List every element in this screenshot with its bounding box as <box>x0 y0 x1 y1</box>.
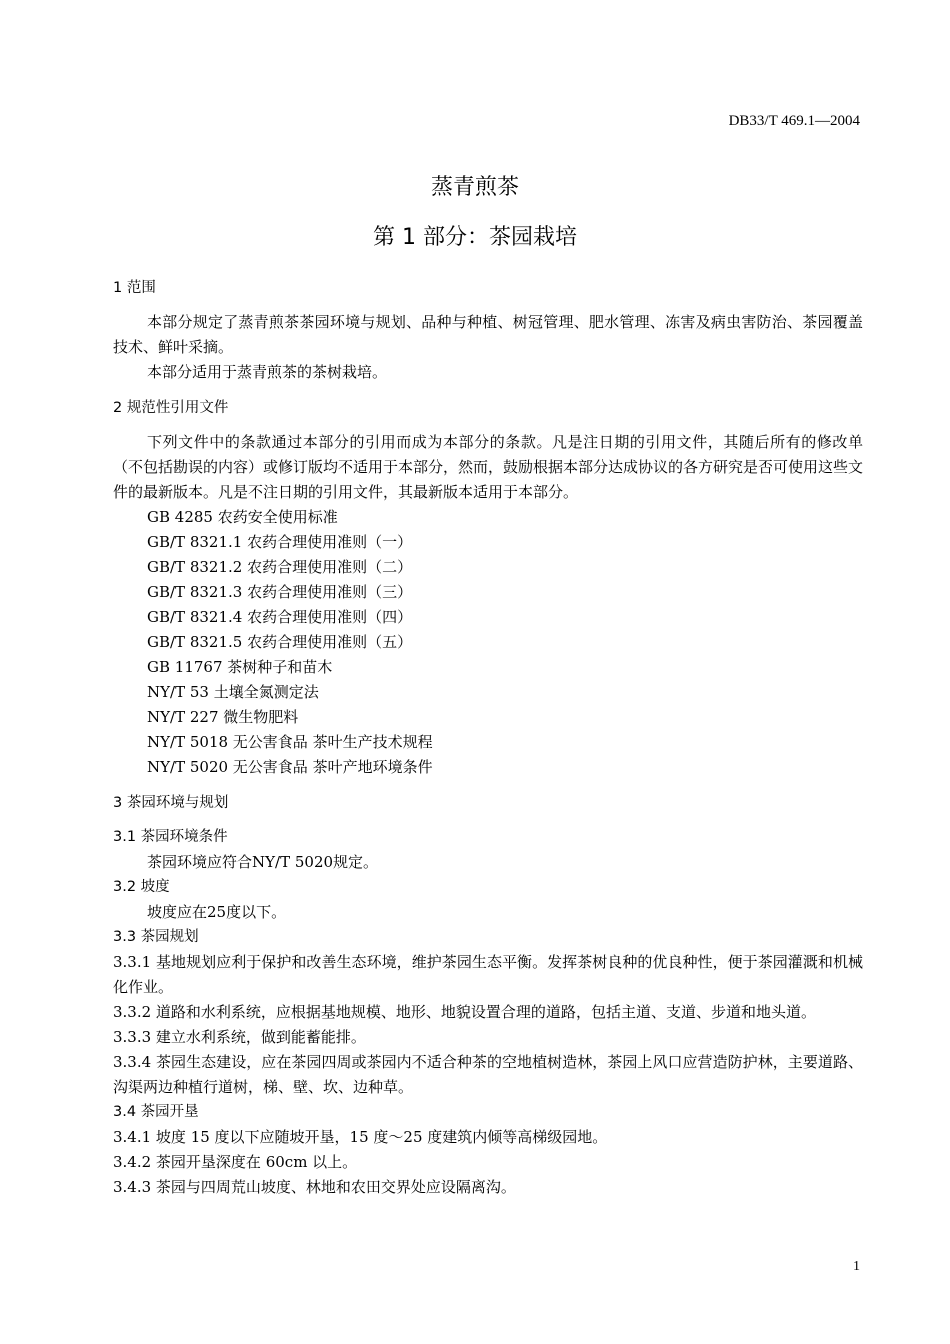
document-body <box>113 276 863 1200</box>
section-2-paragraph: 下列文件中的条款通过本部分的引用而成为本部分的条款。凡是注日期的引用文件，其随后所有的修改单（不包括勘误的内容）或修订版均不适用于本部分，然而，鼓励根据本部分达成协议的各方研究是否可使用这些文件的最新版本。凡是不注日期的引用文件，其最新版本适用于本部分。 <box>113 433 864 501</box>
clause-3-3-3: 3.3.3 建立水利系统，做到能蓄能排。 <box>113 1028 366 1046</box>
section-2-heading: 2 规范性引用文件 <box>113 400 229 416</box>
subsection-3-2-text: 坡度应在25度以下。 <box>147 903 287 921</box>
reference-item: GB/T 8321.2 农药合理使用准则（二） <box>147 558 413 576</box>
reference-item: NY/T 227 微生物肥料 <box>147 708 299 726</box>
reference-item: GB/T 8321.5 农药合理使用准则（五） <box>147 633 413 651</box>
reference-item: NY/T 53 土壤全氮测定法 <box>147 683 319 701</box>
section-1-paragraph: 本部分规定了蒸青煎茶茶园环境与规划、品种与种植、树冠管理、肥水管理、冻害及病虫害防治、茶园覆盖技术、鲜叶采摘。 <box>113 313 863 356</box>
reference-item: GB 4285 农药安全使用标准 <box>147 508 338 526</box>
clause-3-3-4: 3.3.4 茶园生态建设，应在茶园四周或茶园内不适合种茶的空地植树造林，茶园上风口应营造防护林，主要道路、沟渠两边种植行道树，梯、壁、坎、边种草。 <box>113 1053 863 1096</box>
document-subtitle: 第 1 部分：茶园栽培 <box>373 225 577 250</box>
section-1-heading: 1 范围 <box>113 280 156 296</box>
clause-3-4-1: 3.4.1 坡度 15 度以下应随坡开垦，15 度～25 度建筑内倾等高梯级园地。 <box>113 1128 608 1146</box>
reference-item: GB/T 8321.3 农药合理使用准则（三） <box>147 583 413 601</box>
clause-3-4-2: 3.4.2 茶园开垦深度在 60cm 以上。 <box>113 1153 358 1171</box>
reference-item: NY/T 5018 无公害食品 茶叶生产技术规程 <box>147 733 433 751</box>
clause-3-3-1: 3.3.1 基地规划应利于保护和改善生态环境，维护茶园生态平衡。发挥茶树良种的优良种性，便于茶园灌溉和机械化作业。 <box>113 953 863 996</box>
reference-item: GB/T 8321.1 农药合理使用准则（一） <box>147 533 413 551</box>
reference-item: GB 11767 茶树种子和苗木 <box>147 658 333 676</box>
subsection-3-1-heading: 3.1 茶园环境条件 <box>113 829 228 845</box>
subsection-3-4-heading: 3.4 茶园开垦 <box>113 1104 199 1120</box>
subsection-3-3-heading: 3.3 茶园规划 <box>113 929 199 945</box>
document-title: 蒸青煎茶 <box>430 175 519 200</box>
reference-list <box>113 505 863 780</box>
reference-item: GB/T 8321.4 农药合理使用准则（四） <box>147 608 413 626</box>
reference-item: NY/T 5020 无公害食品 茶叶产地环境条件 <box>147 758 433 776</box>
clause-3-4-3: 3.4.3 茶园与四周荒山坡度、林地和农田交界处应设隔离沟。 <box>113 1178 516 1196</box>
section-3-heading: 3 茶园环境与规划 <box>113 795 229 811</box>
subsection-3-1-text: 茶园环境应符合NY/T 5020规定。 <box>147 853 379 871</box>
subsection-3-2-heading: 3.2 坡度 <box>113 879 170 895</box>
section-1-paragraph: 本部分适用于蒸青煎茶的茶树栽培。 <box>147 363 388 381</box>
standard-code: DB33/T 469.1—2004 <box>728 113 860 129</box>
page-number: 1 <box>853 1259 860 1274</box>
clause-3-3-2: 3.3.2 道路和水利系统，应根据基地规模、地形、地貌设置合理的道路，包括主道、支道、步道和地头道。 <box>113 1003 816 1021</box>
